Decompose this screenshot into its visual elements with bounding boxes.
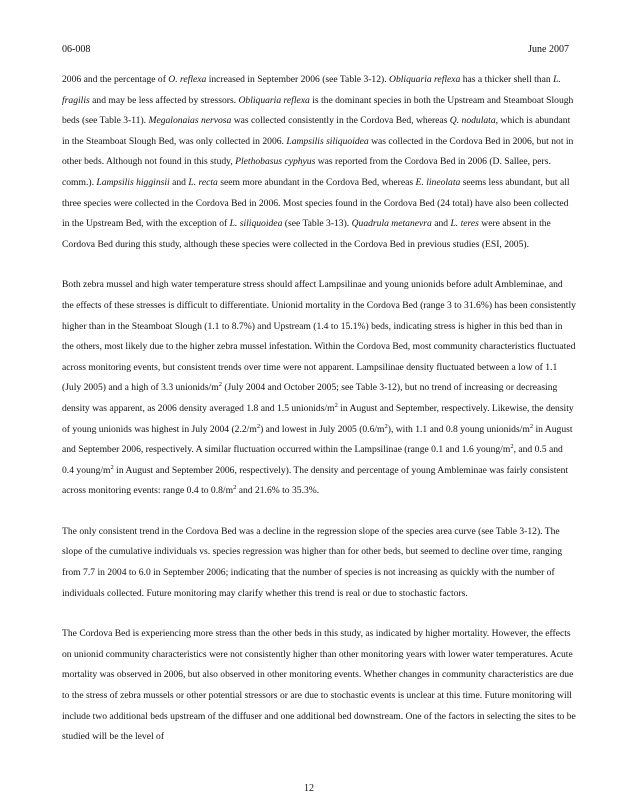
paragraph-species-composition: 2006 and the percentage of O. reflexa increased in September 2006 (see Table 3-12). Obliquaria reflexa has a thicker shell than L. fragilis and may be less affected by stressors. Obliquaria reflexa is the dominant species in both the Upstream and Steamboat Slough beds (see Table 3-11). Megalonaias nervosa was collected consistently in the Cordova Bed, whereas Q. nodulata, which is abundant in the Steamboat Slough Bed, was only collected in 2006. Lampsilis siliquoidea was collected in the Cordova Bed in 2006, but not in other beds. Although not found in this study, Plethobasus cyphyus was reported from the Cordova Bed in 2006 (D. Sallee, pers. comm.). Lampsilis higginsii and L. recta seem more abundant in the Cordova Bed, whereas E. lineolata seems less abundant, but all three species were collected in the Cordova Bed in 2006. Most species found in the Cordova Bed (24 total) have also been collected in the Upstream Bed, with the exception of L. siliquoidea (see Table 3-13). Quadrula metanevra and L. teres were absent in the Cordova Bed during this study, although these species were collected in the Cordova Bed in previous studies (ESI, 2005).	[62, 74, 574, 250]
document-date: June 2007	[528, 44, 569, 55]
page-number: 12	[304, 783, 314, 794]
document-id: 06-008	[62, 44, 91, 55]
paragraph-cordova-stress: The Cordova Bed is experiencing more stress than the other beds in this study, as indicated by higher mortality. However, the effects on unionid community characteristics were not consistently higher than other monitoring years with lower water temperatures. Acute mortality was observed in 2006, but also observed in other monitoring events. Whether changes in community characteristics are due to the stress of zebra mussels or other potential stressors or are due to stochastic events is unclear at this time. Future monitoring will include two additional beds upstream of the diffuser and one additional bed downstream. One of the factors in selecting the sites to be studied will be the level of	[62, 628, 576, 743]
paragraph-regression-trend: The only consistent trend in the Cordova Bed was a decline in the regression slope of the species area curve (see Table 3-12). The slope of the cumulative individuals vs. species regression was higher than for other beds, but seemed to decline over time, ranging from 7.7 in 2004 to 6.0 in September 2006; indicating that the number of species is not increasing as quickly with the number of individuals collected. Future monitoring may clarify whether this trend is real or due to stochastic factors.	[62, 525, 563, 599]
body-text	[62, 70, 576, 768]
paragraph-stress-effects: Both zebra mussel and high water temperature stress should affect Lampsilinae and young unionids before adult Ambleminae, and the effects of these stresses is difficult to differentiate. Unionid mortality in the Cordova Bed (range 3 to 31.6%) has been consistently higher than in the Steamboat Slough (1.1 to 8.7%) and Upstream (1.4 to 15.1%) beds, indicating stress is higher in this bed than in the others, most likely due to the higher zebra mussel infestation. Within the Cordova Bed, most community characteristics fluctuated across monitoring events, but consistent trends over time were not apparent. Lampsilinae density fluctuated between a low of 1.1 (July 2005) and a high of 3.3 unionids/$m^2$ (July 2004 and October 2005; see Table 3-12), but no trend of increasing or decreasing density was apparent, as 2006 density averaged 1.8 and 1.5 unionids/$m^2$ in August and September, respectively. Likewise, the density of young unionids was highest in July 2004 $(2.2/m^2)$ and lowest in July 2005 $(0.6/m^2)$, with 1.1 and 0.8 young unionids/$m^2$ in August and September 2006, respectively. A similar fluctuation occurred within the Lampsilinae (range 0.1 and 1.6 young/$m^2$, and 0.5 and 0.4 young/$m^2$ in August and September 2006, respectively). The density and percentage of young Ambleminae was fairly consistent across monitoring events: range 0.4 to $0.8/m^2$ and 21.6% to 35.3%.	[62, 279, 576, 497]
